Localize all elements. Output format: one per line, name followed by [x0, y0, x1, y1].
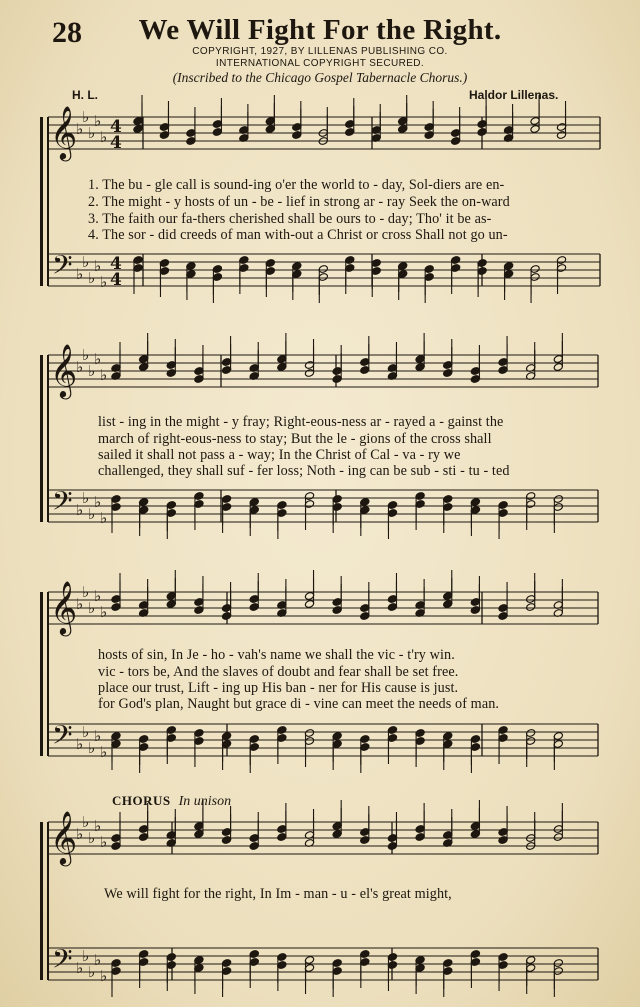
brace [40, 592, 43, 756]
flat-sign: ♭ [100, 743, 108, 761]
flat-sign: ♭ [82, 583, 90, 601]
flat-sign: ♭ [76, 959, 84, 977]
flat-sign: ♭ [94, 350, 102, 368]
flat-sign: ♭ [94, 727, 102, 745]
flat-sign: ♭ [88, 124, 96, 142]
flat-sign: ♭ [100, 273, 108, 291]
flat-sign: ♭ [100, 366, 108, 384]
flat-sign: ♭ [94, 587, 102, 605]
brace [40, 355, 43, 522]
time-sig-bottom: 4 [110, 133, 122, 153]
time-sig-top: 4 [110, 254, 122, 274]
bass-clef: 𝄢 [52, 485, 73, 523]
lyric-system1-verse2: 2. The might - y hosts of un - be - lief in strong ar - ray Seek the on-ward [88, 194, 510, 210]
brace [40, 117, 43, 286]
flat-sign: ♭ [82, 489, 90, 507]
bass-clef: 𝄢 [52, 249, 73, 287]
flat-sign: ♭ [76, 358, 84, 376]
treble-clef: 𝄞 [50, 343, 78, 397]
lyric-system3-verse2: vic - tors be, And the slaves of doubt and fear shall be set free. [98, 664, 459, 680]
music-credit: Haldor Lillenas. [469, 88, 559, 102]
flat-sign: ♭ [88, 829, 96, 847]
international-copyright: INTERNATIONAL COPYRIGHT SECURED. [215, 58, 425, 69]
flat-sign: ♭ [82, 723, 90, 741]
lyric-system3-verse1: hosts of sin, In Je - ho - vah's name we shall the vic - t'ry win. [98, 647, 455, 663]
flat-sign: ♭ [88, 269, 96, 287]
lyric-system3-verse4: for God's plan, Naught but grace di - vine can meet the needs of man. [98, 696, 500, 712]
flat-sign: ♭ [82, 108, 90, 126]
flat-sign: ♭ [100, 128, 108, 146]
flat-sign: ♭ [88, 739, 96, 757]
hymn-title: We Will Fight For the Right. [138, 14, 502, 46]
flat-sign: ♭ [88, 505, 96, 523]
flat-sign: ♭ [100, 833, 108, 851]
flat-sign: ♭ [94, 817, 102, 835]
lyric-system3-verse3: place our trust, Lift - ing up His ban - ner for His cause is just. [98, 680, 459, 696]
flat-sign: ♭ [76, 501, 84, 519]
flat-sign: ♭ [94, 493, 102, 511]
lyric-system2-verse2: march of right-eous-ness to stay; But the le - gions of the cross shall [98, 431, 492, 447]
flat-sign: ♭ [88, 599, 96, 617]
flat-sign: ♭ [76, 735, 84, 753]
copyright-line: COPYRIGHT, 1927, BY LILLENAS PUBLISHING CO. [192, 46, 448, 57]
bass-clef: 𝄢 [52, 719, 73, 757]
flat-sign: ♭ [100, 509, 108, 527]
flat-sign: ♭ [76, 825, 84, 843]
flat-sign: ♭ [82, 947, 90, 965]
brace [40, 822, 43, 980]
chorus-heading [112, 793, 231, 810]
flat-sign: ♭ [82, 813, 90, 831]
time-sig-top: 4 [110, 117, 122, 137]
lyric-system1-verse1: 1. The bu - gle call is sound-ing o'er the world to - day, Sol-diers are en- [88, 177, 505, 193]
words-credit: H. L. [72, 88, 98, 102]
bass-clef: 𝄢 [52, 943, 73, 981]
lyric-chorus: We will fight for the right, In Im - man - u - el's great might, [104, 886, 452, 902]
treble-clef: 𝄞 [50, 105, 78, 159]
lyric-system1-verse4: 4. The sor - did creeds of man with-out a Christ or cross Shall not go un- [88, 227, 508, 243]
time-sig-bottom: 4 [110, 270, 122, 290]
lyric-system2-verse3: sailed it shall not pass a - way; In the Christ of Cal - va - ry we [98, 447, 461, 463]
flat-sign: ♭ [82, 253, 90, 271]
flat-sign: ♭ [100, 967, 108, 985]
flat-sign: ♭ [94, 951, 102, 969]
treble-clef: 𝄞 [50, 580, 78, 634]
flat-sign: ♭ [88, 362, 96, 380]
hymn-number: 28 [52, 16, 82, 49]
flat-sign: ♭ [76, 120, 84, 138]
treble-clef: 𝄞 [50, 810, 78, 864]
lyric-system2-verse4: challenged, they shall suf - fer loss; Noth - ing can be sub - sti - tu - ted [98, 463, 510, 479]
flat-sign: ♭ [88, 963, 96, 981]
dedication: (Inscribed to the Chicago Gospel Tabernacle Chorus.) [172, 70, 468, 85]
lyric-system1-verse3: 3. The faith our fa-thers cherished shall be ours to - day; Tho' it be as- [88, 211, 492, 227]
flat-sign: ♭ [94, 112, 102, 130]
flat-sign: ♭ [94, 257, 102, 275]
chorus-label: CHORUS [112, 793, 171, 808]
flat-sign: ♭ [76, 265, 84, 283]
chorus-direction: In unison [178, 794, 232, 809]
lyric-system2-verse1: list - ing in the might - y fray; Right-eous-ness ar - rayed a - gainst the [98, 414, 504, 430]
flat-sign: ♭ [100, 603, 108, 621]
flat-sign: ♭ [76, 595, 84, 613]
flat-sign: ♭ [82, 346, 90, 364]
